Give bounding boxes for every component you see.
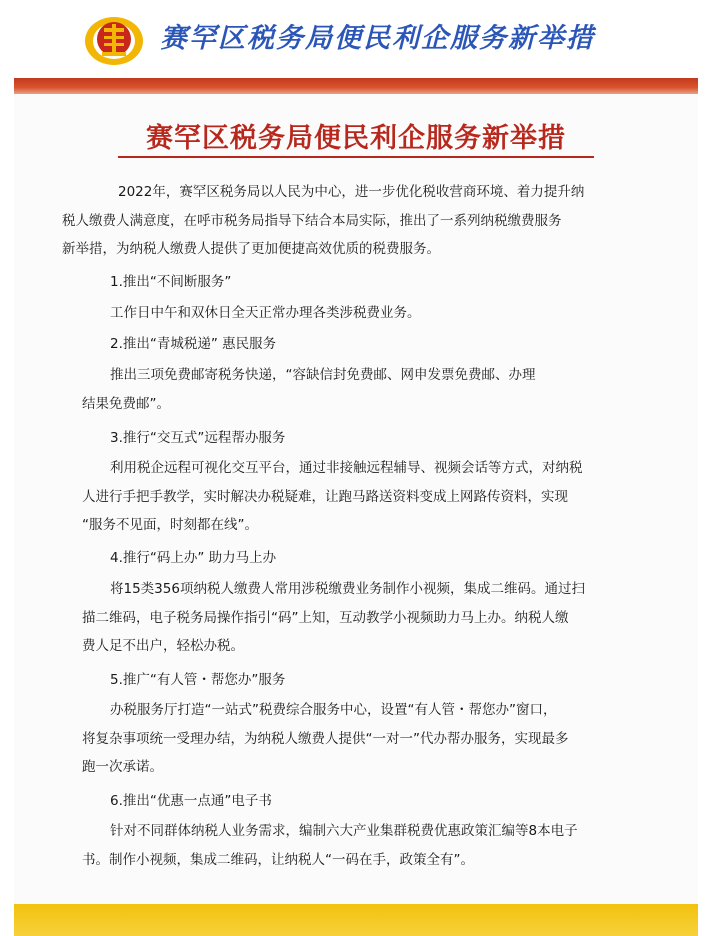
section-line: 书。制作小视频，集成二维码，让纳税人“一码在手，政策全有”。 [82, 851, 474, 868]
document-text [14, 94, 698, 904]
section-line: 结果免费邮”。 [82, 395, 170, 412]
document-title: 赛罕区税务局便民利企服务新举措 [146, 123, 566, 154]
intro-line: 税人缴费人满意度，在呼市税务局指导下结合本局实际，推出了一系列纳税缴费服务 [62, 212, 562, 229]
section-paragraph [82, 454, 666, 540]
intro-line: 新举措，为纳税人缴费人提供了更加便捷高效优质的税费服务。 [62, 241, 440, 257]
section-line: “服务不见面，时刻都在线”。 [82, 517, 258, 533]
section-paragraph [82, 696, 666, 782]
section-line: 费人足不出户，轻松办税。 [82, 638, 244, 654]
header-title: 赛罕区税务局便民利企服务新举措 [160, 23, 595, 54]
section-paragraph [110, 299, 666, 328]
section-line: 针对不同群体纳税人业务需求，编制六大产业集群税费优惠政策汇编等8本电子 [110, 823, 578, 839]
bottom-yellow-band [14, 904, 698, 936]
section-line: 工作日中午和双休日全天正常办理各类涉税费业务。 [110, 305, 421, 321]
section-heading: 2.推出“青城税递” 惠民服务 [110, 336, 277, 352]
top-red-band [14, 78, 698, 94]
section-line: 办税服务厅打造“一站式”税费综合服务中心，设置“有人管・帮您办”窗口， [110, 702, 557, 718]
section-paragraph [82, 575, 666, 661]
section-line: 将复杂事项统一受理办结，为纳税人缴费人提供“一对一”代办帮办服务，实现最多 [82, 730, 569, 747]
section-heading: 6.推出“优惠一点通”电子书 [110, 793, 272, 809]
intro-paragraph [62, 178, 646, 264]
section-line: 人进行手把手教学，实时解决办税疑难，让跑马路送资料变成上网路传资料，实现 [82, 488, 568, 505]
section-paragraph [82, 361, 666, 418]
section-heading: 5.推广“有人管・帮您办”服务 [110, 672, 286, 688]
section-line: 将15类356项纳税人缴费人常用涉税缴费业务制作小视频，集成二维码。通过扫 [110, 581, 585, 597]
document-body [14, 94, 698, 904]
section-line: 推出三项免费邮寄税务快递，“容缺信封免费邮、网申发票免费邮、办理 [110, 367, 536, 383]
section-line: 跑一次承诺。 [82, 759, 163, 775]
intro-line: 2022年，赛罕区税务局以人民为中心，进一步优化税收营商环境、着力提升纳 [118, 184, 585, 200]
section-heading: 1.推出“不间断服务” [110, 274, 232, 290]
section-line: 利用税企远程可视化交互平台，通过非接触远程辅导、视频会话等方式，对纳税 [110, 460, 583, 476]
section-heading: 4.推行“码上办” 助力马上办 [110, 550, 277, 566]
section-paragraph [82, 817, 666, 874]
section-line: 描二维码，电子税务局操作指引“码”上知，互动教学小视频助力马上办。纳税人缴 [82, 609, 569, 626]
tax-emblem-icon [84, 10, 144, 70]
page-header [0, 0, 728, 80]
section-heading: 3.推行“交互式”远程帮办服务 [110, 430, 286, 446]
